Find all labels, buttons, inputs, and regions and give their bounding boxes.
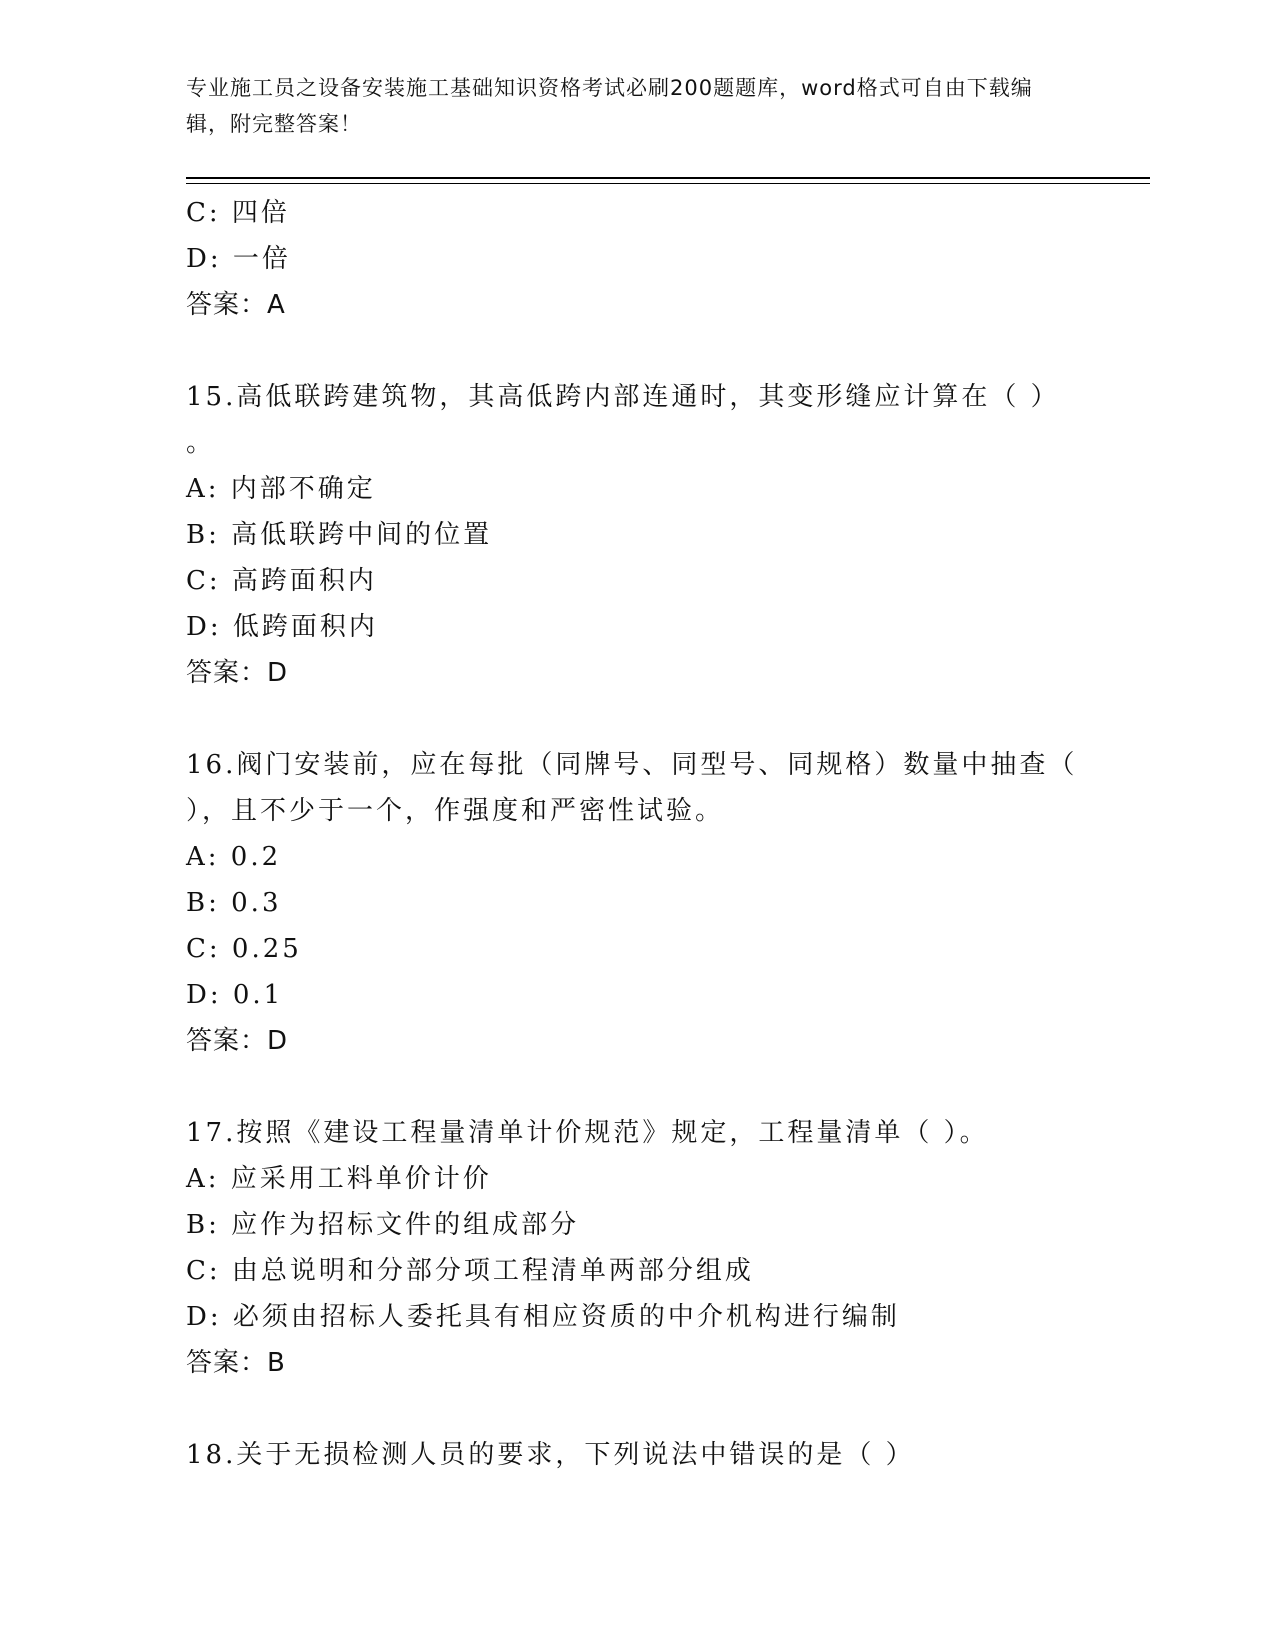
document-header — [186, 70, 1066, 142]
spacer — [186, 696, 1086, 742]
answer-line: 答案：B — [186, 1348, 286, 1378]
question-stem: 15.高低联跨建筑物，其高低跨内部连通时，其变形缝应计算在（ ） — [186, 382, 1060, 412]
spacer — [186, 328, 1086, 374]
header-divider-thick — [186, 177, 1150, 179]
option-c: C: 高跨面积内 — [186, 566, 377, 596]
question-15 — [186, 374, 1086, 696]
question-17 — [186, 1110, 1086, 1386]
option-d: D: 低跨面积内 — [186, 612, 378, 642]
question-stem: 16.阀门安装前，应在每批（同牌号、同型号、同规格）数量中抽查（ — [186, 750, 1078, 780]
question-stem: 17.按照《建设工程量清单计价规范》规定，工程量清单（ ）。 — [186, 1118, 989, 1148]
option-c: C: 0.25 — [186, 934, 302, 964]
spacer — [186, 1064, 1086, 1110]
option-a: A: 应采用工料单价计价 — [186, 1164, 492, 1194]
option-a: A: 0.2 — [186, 842, 282, 872]
option-d: D: 0.1 — [186, 980, 284, 1010]
question-fragment — [186, 190, 1086, 328]
answer-line: 答案：D — [186, 1026, 289, 1056]
option-c: C: 四倍 — [186, 198, 290, 228]
option-a: A: 内部不确定 — [186, 474, 376, 504]
question-stem-continued: 。 — [186, 428, 216, 458]
option-d: D: 必须由招标人委托具有相应资质的中介机构进行编制 — [186, 1302, 900, 1332]
question-stem-continued: ），且不少于一个，作强度和严密性试验。 — [186, 796, 725, 826]
question-18 — [186, 1432, 1086, 1478]
answer-line: 答案：A — [186, 290, 286, 320]
header-divider-thin — [186, 183, 1150, 184]
option-b: B: 0.3 — [186, 888, 282, 918]
option-b: B: 高低联跨中间的位置 — [186, 520, 493, 550]
option-d: D: 一倍 — [186, 244, 291, 274]
option-c: C: 由总说明和分部分项工程清单两部分组成 — [186, 1256, 754, 1286]
header-title: 专业施工员之设备安装施工基础知识资格考试必刷200题题库，word格式可自由下载编辑，附完整答案！ — [186, 76, 1033, 136]
question-list — [186, 190, 1086, 1478]
answer-line: 答案：D — [186, 658, 289, 688]
option-b: B: 应作为招标文件的组成部分 — [186, 1210, 580, 1240]
spacer — [186, 1386, 1086, 1432]
question-stem: 18.关于无损检测人员的要求，下列说法中错误的是（ ） — [186, 1440, 915, 1470]
question-16 — [186, 742, 1086, 1064]
